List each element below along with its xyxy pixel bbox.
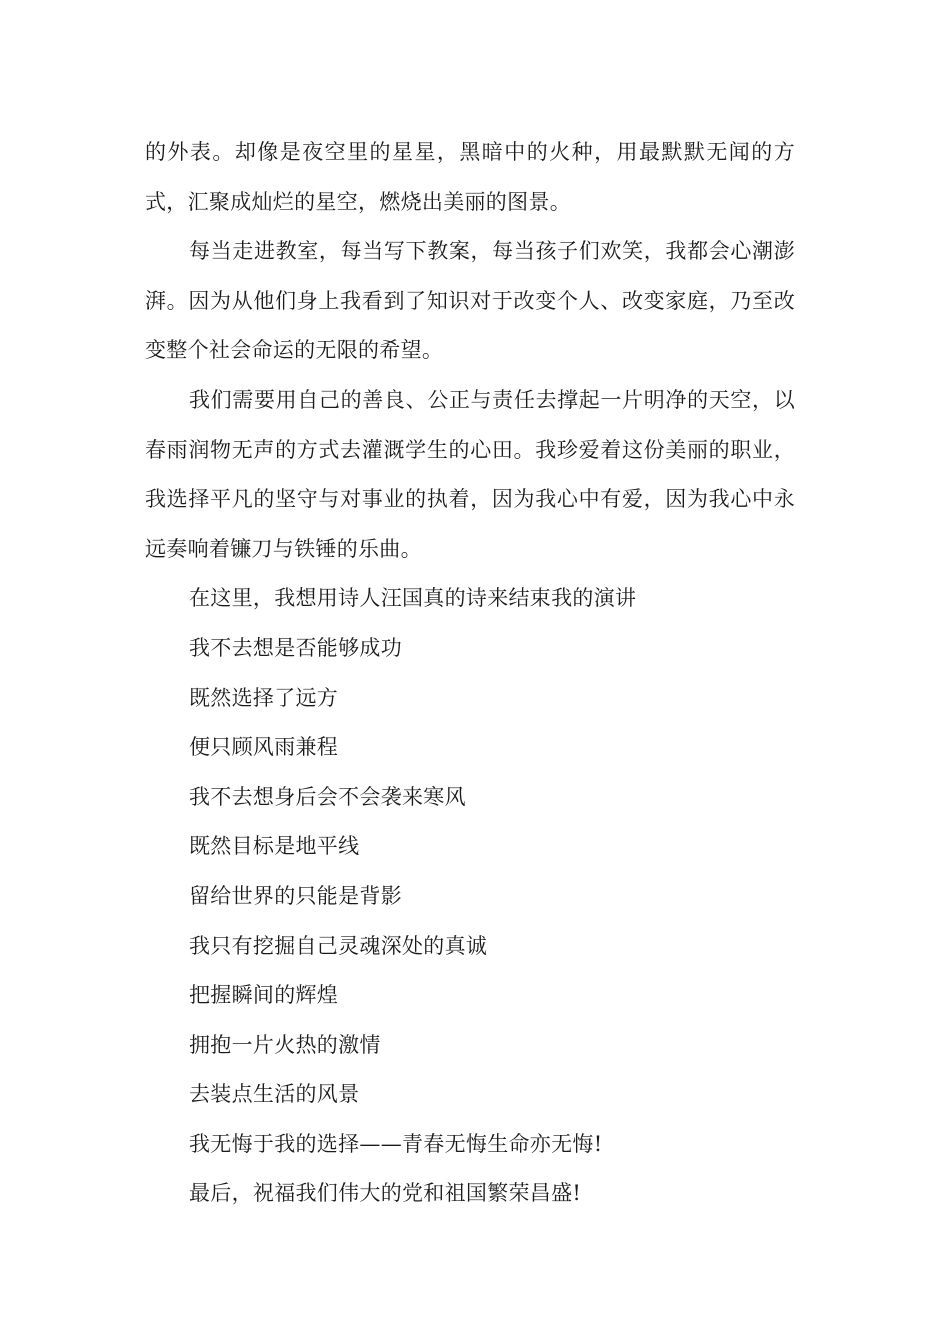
poem-line: 留给世界的只能是背影 [189,883,402,908]
poem-line: 我无悔于我的选择——青春无悔生命亦无悔! [189,1131,603,1156]
poem-line: 拥抱一片火热的激情 [189,1032,381,1057]
poem-line: 我不去想身后会不会袭来寒风 [189,784,466,809]
poem-line: 便只顾风雨兼程 [189,735,339,760]
closing-line: 最后，祝福我们伟大的党和祖国繁荣昌盛! [189,1181,582,1206]
poem-line: 既然目标是地平线 [189,834,360,859]
poem-intro: 在这里，我想用诗人汪国真的诗来结束我的演讲 [189,586,637,611]
poem-line: 既然选择了远方 [189,685,339,710]
poem-line: 去装点生活的风景 [189,1082,360,1107]
poem-line: 我不去想是否能够成功 [189,635,402,660]
paragraph-1: 的外表。却像是夜空里的星星，黑暗中的火种，用最默默无闻的方式，汇聚成灿烂的星空，燃烧出美丽的图景。 [145,140,795,214]
poem-line: 把握瞬间的辉煌 [189,983,339,1008]
paragraph-3: 我们需要用自己的善良、公正与责任去撑起一片明净的天空，以春雨润物无声的方式去灌溉学生的心田。我珍爱着这份美丽的职业，我选择平凡的坚守与对事业的执着，因为我心中有爱，因为我心中永远奏响着镰刀与铁锤的乐曲。 [145,387,795,561]
paragraph-2: 每当走进教室，每当写下教案，每当孩子们欢笑，我都会心潮澎湃。因为从他们身上我看到了知识对于改变个人、改变家庭，乃至改变整个社会命运的无限的希望。 [145,239,795,363]
document-body [145,128,795,1219]
poem-line: 我只有挖掘自己灵魂深处的真诚 [189,933,488,958]
